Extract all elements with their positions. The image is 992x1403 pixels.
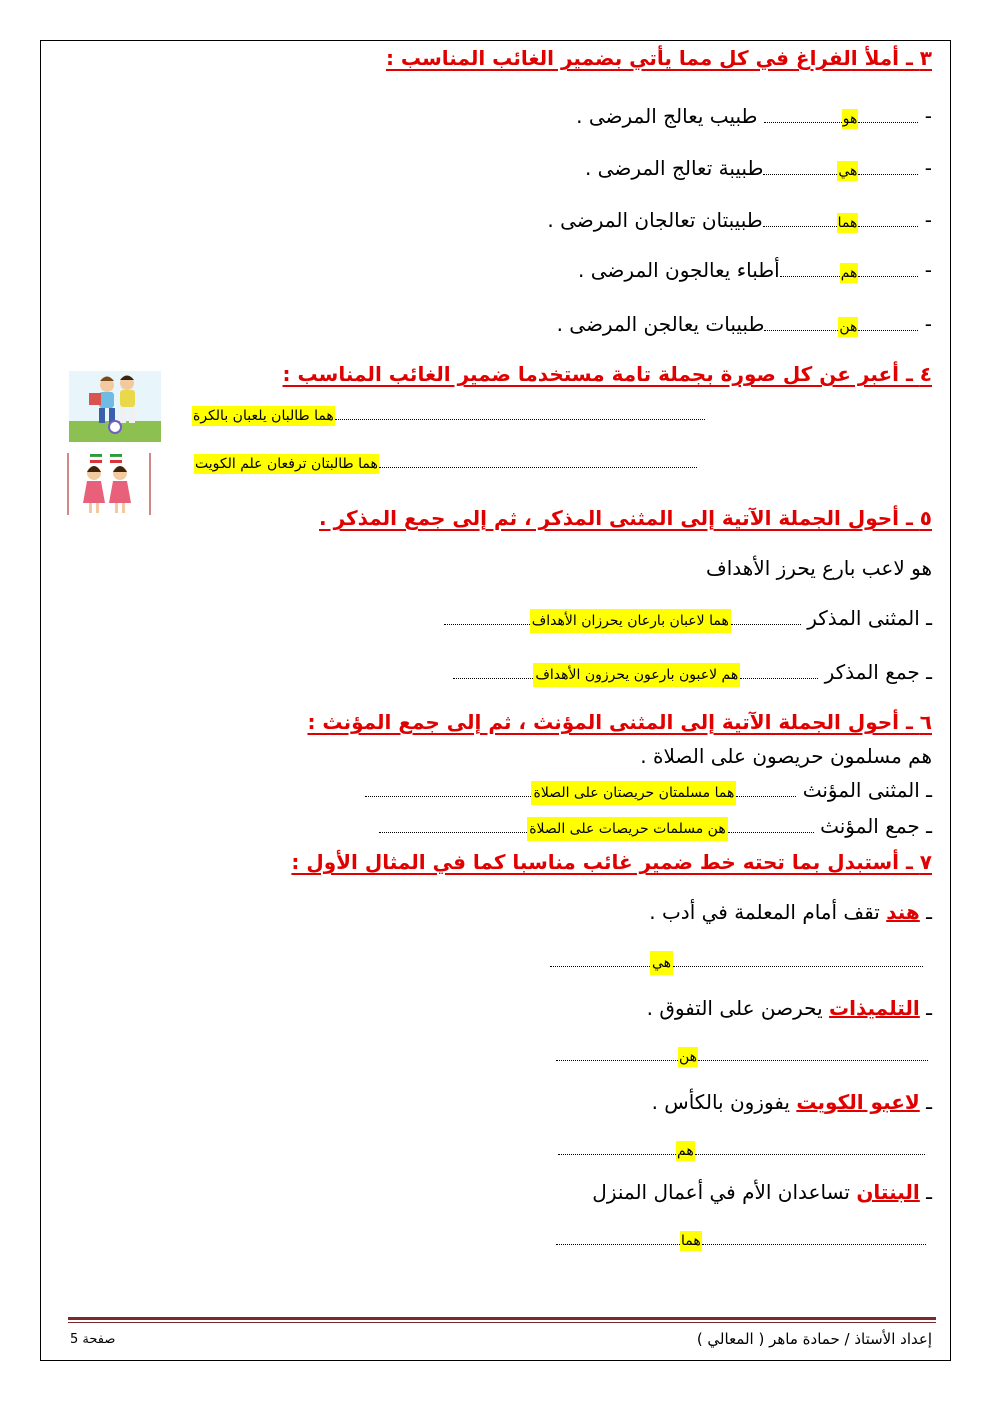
s7-rest-1: تقف أمام المعلمة في أدب .	[649, 900, 880, 924]
s5-row-1-answer: هما لاعبان بارعان يحرزان الأهداف	[530, 609, 731, 633]
s5-row-2-answer: هم لاعبون بارعون يحرزون الأهداف	[533, 663, 740, 687]
s5-row-1	[444, 606, 932, 630]
s6-row-1-answer: هما مسلمتان حريصتان على الصلاة	[531, 781, 736, 805]
s3-text-3: طبيبتان تعالجان المرضى .	[547, 208, 763, 232]
s3-item-3: - هماطبيبتان تعالجان المرضى .	[547, 208, 932, 232]
s6-row-1-label: ـ المثنى المؤنث	[802, 778, 932, 802]
s3-item-1: - هو طبيب يعالج المرضى .	[576, 104, 932, 128]
s7-subject-2: التلميذات	[829, 996, 920, 1020]
s5-sentence: هو لاعب بارع يحرز الأهداف	[705, 556, 932, 580]
section-5-title: ٥ ـ أحول الجملة الآتية إلى المثنى المذكر ، ثم إلى جمع المذكر .	[319, 506, 932, 530]
s3-answer-3: هما	[837, 215, 858, 231]
s5-row-2-label: ـ جمع المذكر	[824, 660, 932, 684]
footer-page-number: صفحة 5	[70, 1332, 116, 1347]
s3-text-5: طبيبات يعالجن المرضى .	[556, 312, 765, 336]
s5-row-2	[453, 660, 932, 684]
s3-text-4: أطباء يعالجون المرضى .	[578, 258, 780, 282]
s5-row-1-label: ـ المثنى المذكر	[807, 606, 932, 630]
s7-rest-2: يحرصن على التفوق .	[646, 996, 823, 1020]
s6-row-1	[365, 778, 932, 802]
s3-answer-1: هو	[842, 111, 858, 127]
footer-author: إعداد الأستاذ / حمادة ماهر ( المعالي )	[696, 1330, 932, 1348]
s6-sentence: هم مسلمون حريصون على الصلاة .	[640, 744, 932, 768]
two-boys-playing-ball-image	[69, 371, 161, 442]
footer-divider-thick	[68, 1317, 936, 1320]
s3-item-5: - هنطبيبات يعالجن المرضى .	[556, 312, 932, 336]
s4-answer-2-line	[194, 453, 697, 472]
section-7-title: ٧ ـ أستبدل بما تحته خط ضمير غائب مناسبا كما في المثال الأول :	[291, 850, 932, 874]
s6-row-2	[379, 814, 932, 838]
s7-item-4: ـ البنتان تساعدان الأم في أعمال المنزل	[592, 1180, 932, 1204]
s4-answer-1: هما طالبان يلعبان بالكرة	[193, 408, 334, 424]
s7-item-1: ـ هند تقف أمام المعلمة في أدب .	[649, 900, 932, 924]
s7-answer-3-line	[558, 1140, 925, 1159]
two-girls-holding-flags-image	[62, 451, 154, 516]
s7-item-3: ـ لاعبو الكويت يفوزون بالكأس .	[651, 1090, 932, 1114]
s7-rest-4: تساعدان الأم في أعمال المنزل	[592, 1180, 850, 1204]
s3-item-2: - هيطبيبة تعالج المرضى .	[584, 156, 932, 180]
s3-text-1: طبيب يعالج المرضى .	[576, 104, 758, 128]
s7-answer-4-line	[556, 1230, 926, 1249]
section-3-title: ٣ ـ أملأ الفراغ في كل مما يأتي بضمير الغائب المناسب :	[385, 46, 932, 70]
footer-divider-thin	[68, 1322, 936, 1323]
s6-row-2-answer: هن مسلمات حريصات على الصلاة	[527, 817, 728, 841]
s7-answer-1: هي	[650, 951, 673, 975]
s4-answer-2: هما طالبتان ترفعان علم الكويت	[195, 456, 378, 472]
section-6-title: ٦ ـ أحول الجملة الآتية إلى المثنى المؤنث ، ثم إلى جمع المؤنث :	[307, 710, 932, 734]
s3-answer-5: هن	[839, 319, 858, 335]
s7-rest-3: يفوزون بالكأس .	[651, 1090, 790, 1114]
s7-subject-4: البنتان	[856, 1180, 920, 1204]
s3-item-4: - همأطباء يعالجون المرضى .	[578, 258, 932, 282]
s7-answer-3: هم	[677, 1143, 694, 1159]
s3-answer-4: هم	[840, 265, 858, 281]
section-4-title: ٤ ـ أعبر عن كل صورة بجملة تامة مستخدما ضمير الغائب المناسب :	[282, 362, 932, 386]
s7-answer-1-line	[550, 952, 923, 971]
s7-subject-3: لاعبو الكويت	[796, 1090, 920, 1114]
s7-item-2: ـ التلميذات يحرصن على التفوق .	[646, 996, 932, 1020]
s7-answer-2-line	[556, 1046, 928, 1065]
page-frame	[40, 40, 951, 1361]
s6-row-2-label: ـ جمع المؤنث	[820, 814, 932, 838]
s4-answer-1-line	[192, 405, 705, 424]
s7-subject-1: هند	[886, 900, 920, 924]
s3-text-2: طبيبة تعالج المرضى .	[584, 156, 764, 180]
s7-answer-4: هما	[681, 1233, 701, 1249]
s7-answer-2: هن	[679, 1049, 698, 1065]
s3-answer-2: هي	[838, 163, 858, 179]
